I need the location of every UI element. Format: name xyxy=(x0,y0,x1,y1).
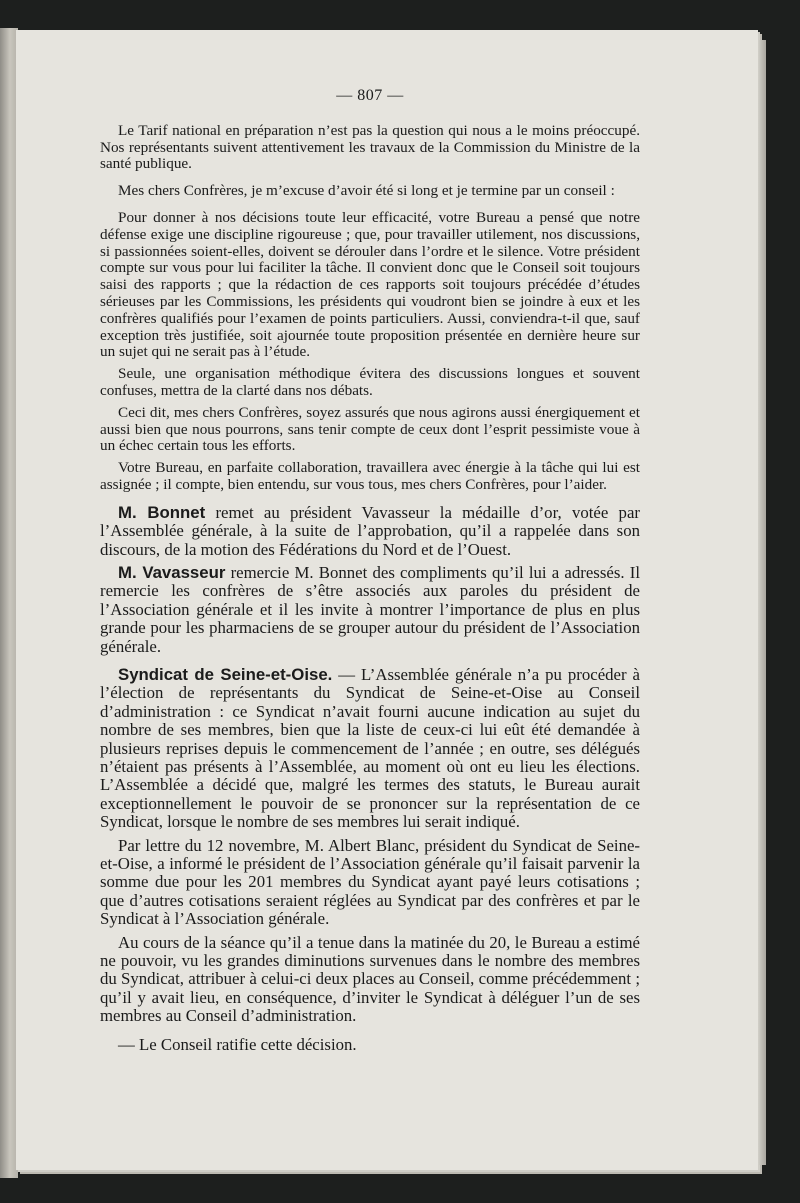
paragraph-text: Seule, une organisation méthodique évitera des discussions longues et souvent confuses, mettra de la clarté dans nos débats. xyxy=(100,365,640,399)
section-heading: Syndicat de Seine-et-Oise. xyxy=(118,664,333,684)
speaker-name: M. Vavasseur xyxy=(118,562,226,582)
paragraph-bonnet xyxy=(100,504,640,559)
paragraph-ratifie xyxy=(100,1036,640,1054)
paragraph-lettre xyxy=(100,837,640,929)
paragraph-text: Mes chers Confrères, je m’excuse d’avoir été si long et je termine par un conseil : xyxy=(118,182,615,200)
page-content xyxy=(100,88,640,1064)
paragraph-text: — Le Conseil ratifie cette décision. xyxy=(118,1034,357,1054)
paragraph-seance xyxy=(100,934,640,1026)
paragraph-text: Le Tarif national en préparation n’est pas la question qui nous a le moins préoccupé. Nos représentants suivent attentivement les travaux de la Commission du Ministre de la santé publique. xyxy=(100,121,640,173)
paragraph-text: remet au président Vavasseur la médaille d’or, votée par l’Assemblée générale, à la suite de l’approbation, qu’il a rappelée dans son discours, de la motion des Fédérations du Nord et de l’Ouest. xyxy=(100,502,640,559)
paragraph-conseil xyxy=(100,183,640,200)
paragraph-text: remercie M. Bonnet des compliments qu’il lui a adressés. Il remercie les confrères de s’être associés aux paroles du président de l’Association générale et il les invite à montrer l’importance de plus en plus grande pour les pharmaciens de se grouper autour du président de l’Association générale. xyxy=(100,562,641,656)
paragraph-syndicat xyxy=(100,666,640,832)
paragraph-text: Votre Bureau, en parfaite collaboration, travaillera avec énergie à la tâche qui lui est assignée ; il compte, bien entendu, sur vous tous, mes chers Confrères, pour l’aider. xyxy=(100,459,640,493)
paragraph-discipline xyxy=(100,210,640,361)
paragraph-organisation xyxy=(100,366,640,400)
paragraph-text: Ceci dit, mes chers Confrères, soyez assurés que nous agirons aussi énergiquement et aussi bien que nous pourrons, sans tenir compte de ceux dont l’esprit pessimiste voue à un échec certain tous les efforts. xyxy=(100,403,640,455)
paragraph-vavasseur xyxy=(100,564,640,656)
page-number: — 807 — xyxy=(336,87,404,104)
paragraph-ceci-dit xyxy=(100,405,640,455)
speaker-name: M. Bonnet xyxy=(118,502,206,522)
paragraph-text: Par lettre du 12 novembre, M. Albert Blanc, président du Syndicat de Seine-et-Oise, a informé le président de l’Association générale qu’il faisait parvenir la somme due pour les 201 membres du Syndicat ayant payé leurs cotisations ; que d’autres cotisations seraient réglées au Syndicat par des confrères et par le Syndicat à l’Association générale. xyxy=(100,835,640,929)
paragraph-tarif xyxy=(100,123,640,173)
paragraph-text: Au cours de la séance qu’il a tenue dans la matinée du 20, le Bureau a estimé ne pouvoir, vu les grandes diminutions survenues dans le nombre des membres du Syndicat, attribuer à celui-ci deux places au Conseil, comme précédemment ; qu’il y avait lieu, en conséquence, d’inviter le Syndicat à déléguer l’un de ses membres au Conseil d’administration. xyxy=(100,932,640,1026)
paragraph-bureau xyxy=(100,460,640,494)
page-edge xyxy=(758,40,766,1165)
paragraph-text: Pour donner à nos décisions toute leur efficacité, votre Bureau a pensé que notre défense exige une discipline rigoureuse ; que, pour travailler utilement, nos discussions, si passionnées soient-elles, doivent se dérouler dans l’ordre et le silence. Votre président compte sur vous pour lui faciliter la tâche. Il convient donc que le Conseil soit toujours saisi des rapports ; que la rédaction de ces rapports soit toujours précédée d’études sérieuses par les Commissions, les présidents qui voudront bien se joindre à eux et les confrères qualifiés pour l’examen de points particuliers. Aussi, conviendra-t-il que, sauf exception très justifiée, soit ajournée toute proposition présentée en dernière heure sur un sujet qui ne serait pas à l’étude. xyxy=(100,208,640,361)
paragraph-text: — L’Assemblée générale n’a pu procéder à l’élection de représentants du Syndicat de Seine-et-Oise au Conseil d’administration : ce Syndicat n’avait fourni aucune indication au sujet du nombre de ses membres, bien que la liste de ceux-ci lui eût été demandée à plusieurs reprises depuis le commencement de l’année ; en outre, ses délégués n’étaient pas présents à l’Assemblée, au moment où ont eu lieu les élections. L’Assemblée a décidé que, malgré les termes des statuts, le Bureau aurait exceptionnellement le pouvoir de se prononcer sur la représentation de ce Syndicat, lorsque le nombre de ses membres lui serait indiqué. xyxy=(100,664,641,832)
